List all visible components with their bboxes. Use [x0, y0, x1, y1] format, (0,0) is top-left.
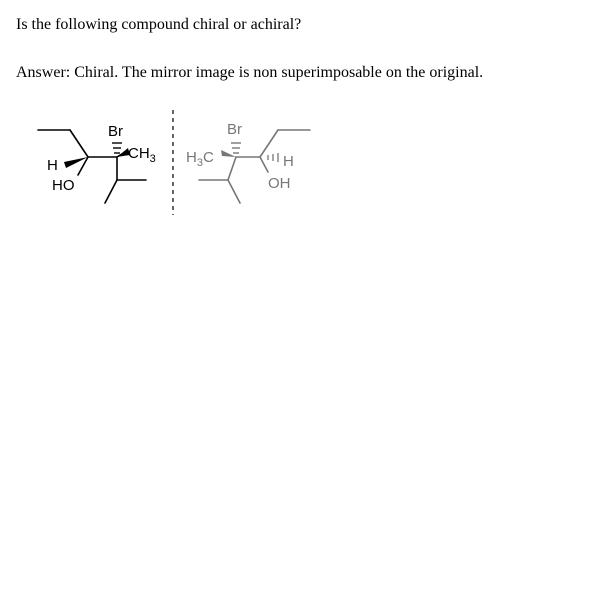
- hash-mirror-h: [268, 153, 278, 162]
- atom-mirror-h3c: $H_3C$: [186, 149, 214, 169]
- bond-original-ethyl-2: [70, 130, 88, 157]
- atom-mirror-h: H: [283, 153, 294, 170]
- atom-mirror-br: Br: [227, 121, 242, 138]
- atom-original-ho: HO: [52, 177, 75, 194]
- question-text: Is the following compound chiral or achiral?: [16, 16, 302, 33]
- bond-mirror-c3-down: [228, 180, 240, 203]
- original-molecule: [38, 123, 156, 203]
- atom-original-br: Br: [108, 123, 123, 140]
- hash-original-br: [112, 143, 122, 153]
- bond-original-c3-down: [105, 180, 117, 203]
- hash-mirror-br: [231, 143, 241, 153]
- mirror-molecule: [186, 121, 310, 203]
- atom-mirror-oh: OH: [268, 175, 291, 192]
- atom-original-h: H: [47, 157, 58, 174]
- atom-original-ch3: $CH_3$: [128, 145, 156, 165]
- bond-mirror-c1-oh: [260, 157, 268, 172]
- answer-text: Answer: Chiral. The mirror image is non superimposable on the original.: [16, 64, 484, 81]
- bond-mirror-c2-c3: [228, 157, 236, 180]
- bond-mirror-ethyl-2: [260, 130, 278, 157]
